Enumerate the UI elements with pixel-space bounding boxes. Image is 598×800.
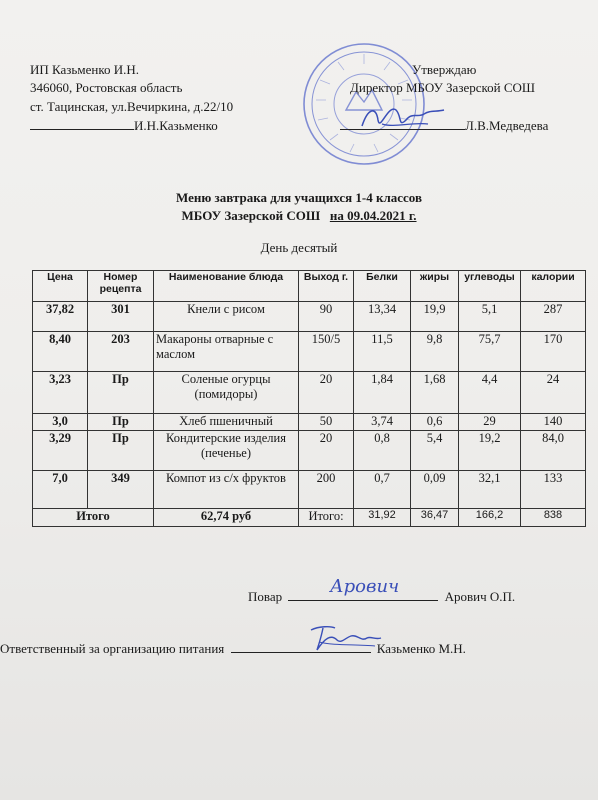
- director-signer: Л.В.Медведева: [465, 118, 549, 133]
- menu-subtitle: [0, 208, 598, 224]
- col-header-carbs: углеводы: [459, 271, 521, 302]
- cell-yield: 20: [299, 372, 354, 414]
- table-header-row: [33, 271, 586, 302]
- org-signer-line: [30, 117, 218, 134]
- col-header-dish: Наименование блюда: [154, 271, 299, 302]
- cell-recipe: 203: [88, 332, 154, 372]
- cell-dish: Хлеб пшеничный: [154, 414, 299, 431]
- cell-carbs: 19,2: [459, 431, 521, 471]
- org-signer: И.Н.Казьменко: [134, 118, 218, 133]
- cell-yield: 200: [299, 471, 354, 509]
- menu-table: [32, 270, 586, 527]
- cell-recipe: 301: [88, 302, 154, 332]
- cook-signature: Арович: [330, 576, 400, 597]
- cell-price: 3,29: [33, 431, 88, 471]
- cell-recipe: Пр: [88, 414, 154, 431]
- cell-protein: 1,84: [354, 372, 411, 414]
- signature-line: [30, 117, 134, 130]
- cell-recipe: Пр: [88, 431, 154, 471]
- cell-price: 37,82: [33, 302, 88, 332]
- cell-price: 3,0: [33, 414, 88, 431]
- cell-recipe: 349: [88, 471, 154, 509]
- table-row: [33, 332, 586, 372]
- approve-label: Утверждаю: [412, 62, 477, 77]
- cell-price: 8,40: [33, 332, 88, 372]
- cell-price: 3,23: [33, 372, 88, 414]
- cell-yield: 150/5: [299, 332, 354, 372]
- cell-yield: 50: [299, 414, 354, 431]
- responsible-signature: [305, 620, 385, 654]
- cell-dish: Соленые огурцы (помидоры): [154, 372, 299, 414]
- col-header-recipe: Номер рецепта: [88, 271, 154, 302]
- cell-yield: 90: [299, 302, 354, 332]
- cell-dish: Макароны отварные с маслом: [154, 332, 299, 372]
- school-name: МБОУ Зазерской СОШ: [181, 208, 321, 223]
- cell-dish: Кнели с рисом: [154, 302, 299, 332]
- cell-yield: 20: [299, 431, 354, 471]
- table-row: [33, 302, 586, 332]
- org-name: ИП Казьменко И.Н.: [30, 62, 139, 77]
- cook-role: Повар: [248, 589, 283, 604]
- responsible-name: Казьменко М.Н.: [376, 641, 466, 656]
- cell-calories: 84,0: [521, 431, 586, 471]
- cook-name: Арович О.П.: [444, 589, 516, 604]
- col-header-protein: Белки: [354, 271, 411, 302]
- cell-calories: 170: [521, 332, 586, 372]
- cell-calories: 140: [521, 414, 586, 431]
- col-header-fat: жиры: [411, 271, 459, 302]
- table-row: [33, 414, 586, 431]
- cell-carbs: 4,4: [459, 372, 521, 414]
- cell-fat: 0,6: [411, 414, 459, 431]
- cell-carbs: 32,1: [459, 471, 521, 509]
- cell-fat: 9,8: [411, 332, 459, 372]
- org-address-region: 346060, Ростовская область: [30, 80, 183, 95]
- cell-carbs: 29: [459, 414, 521, 431]
- total-protein: 31,92: [354, 509, 411, 527]
- total-calories: 838: [521, 509, 586, 527]
- cell-carbs: 75,7: [459, 332, 521, 372]
- total-label2: Итого:: [299, 509, 354, 527]
- col-header-calories: калории: [521, 271, 586, 302]
- cell-protein: 0,8: [354, 431, 411, 471]
- director-title: Директор МБОУ Зазерской СОШ: [350, 80, 536, 95]
- total-fat: 36,47: [411, 509, 459, 527]
- cell-carbs: 5,1: [459, 302, 521, 332]
- cell-price: 7,0: [33, 471, 88, 509]
- cell-fat: 19,9: [411, 302, 459, 332]
- cell-protein: 11,5: [354, 332, 411, 372]
- table-row: [33, 372, 586, 414]
- cell-fat: 1,68: [411, 372, 459, 414]
- responsible-line: [0, 640, 466, 657]
- menu-date: на 09.04.2021 г.: [329, 208, 417, 223]
- table-row: [33, 431, 586, 471]
- col-header-price: Цена: [33, 271, 88, 302]
- cell-protein: 13,34: [354, 302, 411, 332]
- total-sum: 62,74 руб: [154, 509, 299, 527]
- cell-calories: 287: [521, 302, 586, 332]
- cell-fat: 0,09: [411, 471, 459, 509]
- cell-calories: 133: [521, 471, 586, 509]
- total-carbs: 166,2: [459, 509, 521, 527]
- cell-fat: 5,4: [411, 431, 459, 471]
- cell-dish: Кондитерские изделия (печенье): [154, 431, 299, 471]
- cell-protein: 3,74: [354, 414, 411, 431]
- total-label: Итого: [33, 509, 154, 527]
- responsible-role: Ответственный за организацию питания: [0, 641, 225, 656]
- cell-dish: Компот из с/х фруктов: [154, 471, 299, 509]
- table-row: [33, 471, 586, 509]
- col-header-yield: Выход г.: [299, 271, 354, 302]
- org-address-street: ст. Тацинская, ул.Вечиркина, д.22/10: [30, 99, 234, 114]
- cell-calories: 24: [521, 372, 586, 414]
- cell-recipe: Пр: [88, 372, 154, 414]
- day-label: День десятый: [260, 240, 338, 255]
- cell-protein: 0,7: [354, 471, 411, 509]
- director-signature: [358, 98, 448, 134]
- table-total-row: [33, 509, 586, 527]
- menu-title: Меню завтрака для учащихся 1-4 классов: [175, 190, 422, 205]
